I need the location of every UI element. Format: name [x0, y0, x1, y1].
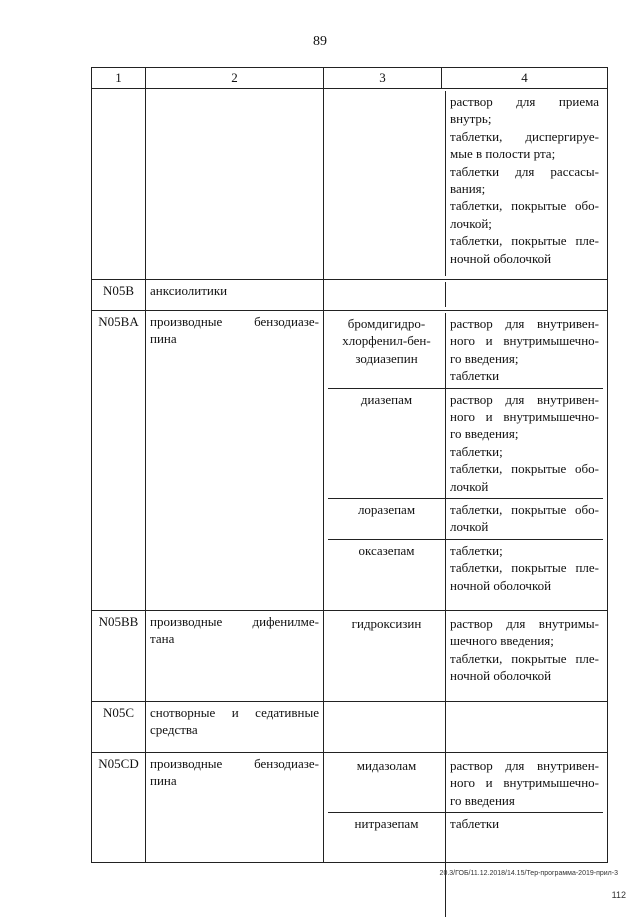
drug-name-line: зодиазепин: [355, 350, 418, 366]
medication-cell: [324, 753, 608, 863]
table-row: [92, 89, 608, 280]
sheet-number: 112: [611, 890, 626, 900]
table-header-row: [92, 68, 608, 89]
drug-name: [328, 389, 446, 498]
group-text-line: пина: [150, 773, 177, 789]
drug-name: [328, 282, 446, 307]
medication-cell: [324, 280, 608, 311]
group-cell: [146, 280, 324, 311]
dosage-form-line: таблетки, покрытые обо-: [450, 198, 599, 214]
medication-cell: [324, 611, 608, 702]
dosage-form-line: раствор для внутривен-: [450, 316, 599, 331]
medication-entry: [328, 755, 603, 812]
dosage-form-line: вания;: [450, 181, 486, 197]
dosage-form-line: таблетки, покрытые обо-: [450, 461, 599, 477]
table-row: [92, 311, 608, 611]
group-text-line: производные бензодиазе-: [150, 314, 319, 329]
dosage-forms: [446, 313, 603, 388]
dosage-form-line: таблетки, диспергируе-: [450, 128, 599, 144]
dosage-form-line: таблетки;: [450, 542, 503, 558]
medication-entry: [328, 613, 603, 698]
group-cell: [146, 89, 324, 280]
dosage-forms: [446, 755, 603, 812]
medication-entry: [328, 812, 603, 917]
group-text-line: производные дифенилме-: [150, 614, 319, 629]
dosage-form-line: шечного введения;: [450, 633, 554, 649]
drug-name: [328, 91, 446, 276]
medication-entry: [328, 282, 603, 307]
group-cell: [146, 311, 324, 611]
medication-entry: [328, 498, 603, 539]
dosage-form-line: раствор для внутривен-: [450, 758, 599, 773]
dosage-form-line: таблетки;: [450, 443, 503, 459]
dosage-form-line: мые в полости рта;: [450, 146, 556, 162]
dosage-form-line: таблетки, покрытые пле-: [450, 650, 599, 666]
drug-name: [328, 313, 446, 388]
table-row: [92, 280, 608, 311]
dosage-form-line: ного и внутримышечно-: [450, 775, 599, 791]
group-cell: [146, 611, 324, 702]
group-cell: [146, 753, 324, 863]
document-path-footer: 20.3/ГОБ/11.12.2018/14.15/Тер-программа-2019-прил-3: [439, 870, 618, 877]
column-header: 1: [92, 68, 146, 89]
dosage-form-line: таблетки для рассасы-: [450, 163, 599, 179]
medication-cell: [324, 311, 608, 611]
dosage-form-line: раствор для внутривен-: [450, 391, 599, 407]
dosage-forms: [446, 613, 603, 698]
medication-cell: [324, 89, 608, 280]
medication-entry: [328, 704, 603, 749]
dosage-forms: [446, 282, 603, 307]
group-text-line: пина: [150, 331, 177, 347]
drug-name-line: хлорфенил-бен-: [342, 333, 431, 349]
atc-code-cell: [92, 89, 146, 280]
group-cell: [146, 702, 324, 753]
drug-name: [328, 813, 446, 917]
dosage-form-line: ного и внутримышечно-: [450, 409, 599, 425]
dosage-form-line: ночной оболочкой: [450, 577, 552, 593]
dosage-forms: [446, 813, 603, 917]
dosage-form-line: ночной оболочкой: [450, 250, 552, 266]
column-header: 3: [324, 68, 442, 89]
dosage-form-line: лочкой;: [450, 215, 492, 231]
atc-code-cell: N05BA: [92, 311, 146, 611]
drug-name-line: гидроксизин: [351, 616, 422, 631]
dosage-forms: [446, 499, 603, 539]
column-header: 4: [442, 68, 608, 89]
dosage-form-line: таблетки: [450, 816, 500, 832]
dosage-forms: [446, 704, 603, 749]
drug-name: [328, 755, 446, 812]
group-text-line: снотворные и седативные: [150, 705, 319, 720]
drug-name-line: диазепам: [360, 391, 413, 407]
dosage-forms: [446, 91, 603, 276]
atc-code-cell: N05B: [92, 280, 146, 311]
dosage-form-line: го введения;: [450, 426, 519, 442]
drug-name: [328, 499, 446, 539]
dosage-form-line: раствор для внутримы-: [450, 616, 599, 631]
medication-entry: [328, 91, 603, 276]
dosage-form-line: таблетки: [450, 368, 500, 384]
drug-name-line: нитразепам: [354, 816, 419, 832]
drug-name: [328, 613, 446, 698]
page-number: 89: [313, 34, 327, 49]
dosage-form-line: ночной оболочкой: [450, 668, 552, 684]
medication-entry: [328, 388, 603, 498]
drug-table: [91, 67, 608, 863]
table-row: [92, 611, 608, 702]
dosage-form-line: таблетки, покрытые пле-: [450, 560, 599, 576]
table-row: [92, 702, 608, 753]
dosage-form-line: ного и внутримышечно-: [450, 333, 599, 349]
drug-name-line: мидазолам: [356, 758, 417, 773]
group-text-line: анксиолитики: [150, 283, 228, 298]
dosage-form-line: лочкой: [450, 519, 489, 535]
column-header: 2: [146, 68, 324, 89]
drug-name-line: лоразепам: [357, 502, 416, 518]
dosage-form-line: раствор для приема: [450, 94, 599, 109]
dosage-form-line: внутрь;: [450, 111, 492, 127]
dosage-form-line: таблетки, покрытые обо-: [450, 502, 599, 518]
medication-entry: [328, 313, 603, 388]
table-body: [92, 89, 608, 863]
dosage-form-line: го введения;: [450, 350, 519, 366]
table-row: [92, 753, 608, 863]
dosage-form-line: лочкой: [450, 478, 489, 494]
atc-code-cell: N05BB: [92, 611, 146, 702]
group-text-line: производные бензодиазе-: [150, 756, 319, 771]
atc-code-cell: N05CD: [92, 753, 146, 863]
group-text-line: средства: [150, 722, 198, 738]
group-text-line: тана: [150, 631, 175, 647]
dosage-forms: [446, 389, 603, 498]
drug-name: [328, 704, 446, 749]
drug-name-line: бромдигидро-: [347, 316, 426, 331]
drug-name-line: оксазепам: [358, 542, 415, 558]
medication-cell: [324, 702, 608, 753]
dosage-form-line: го введения: [450, 792, 515, 808]
dosage-form-line: таблетки, покрытые пле-: [450, 233, 599, 249]
atc-code-cell: N05C: [92, 702, 146, 753]
